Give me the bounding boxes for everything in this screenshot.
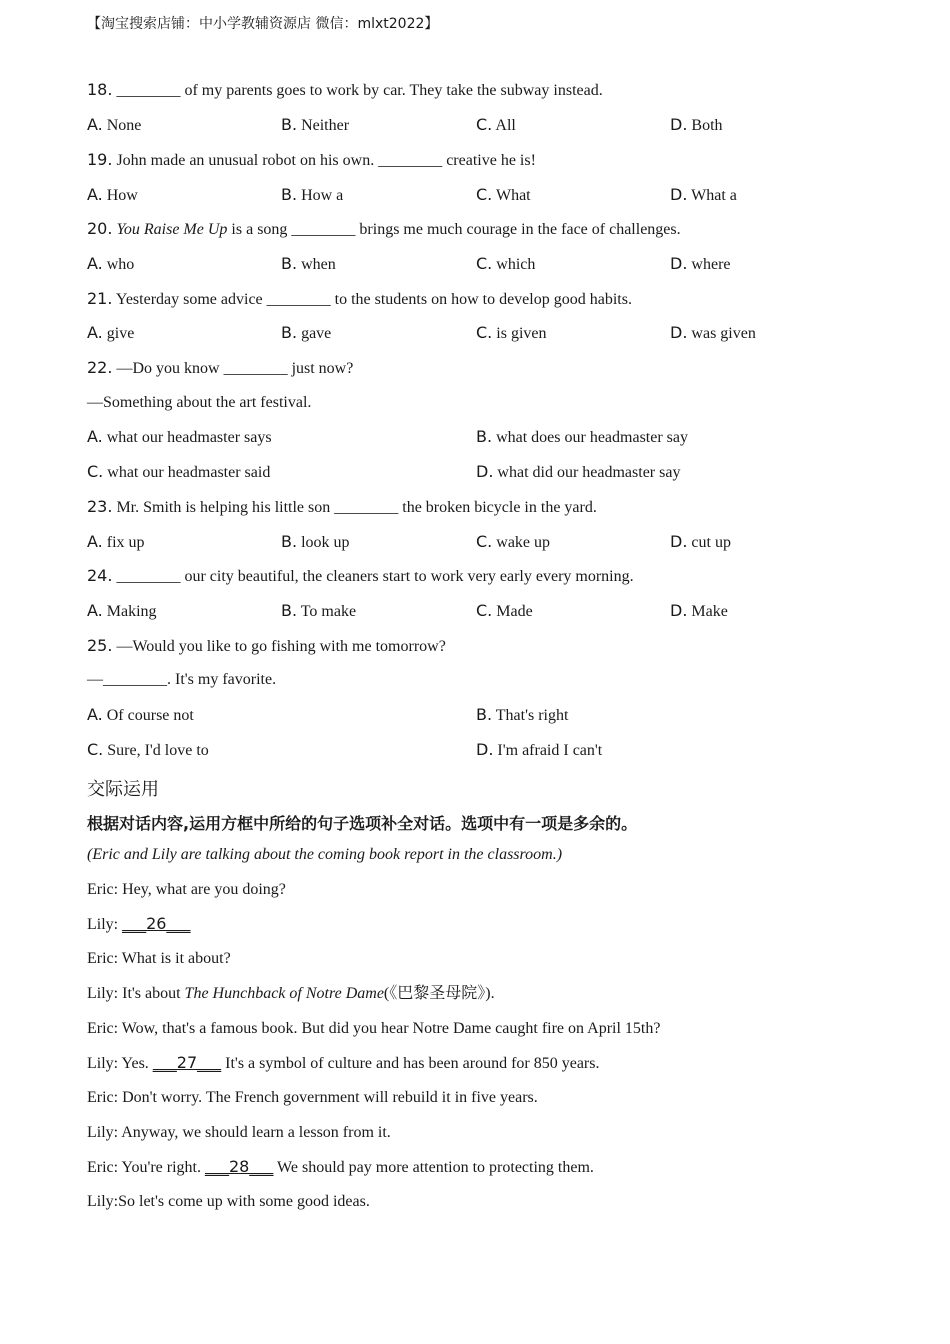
option-c: C. All bbox=[476, 115, 516, 134]
question-text: is a song ________ brings me much courage in the face of challenges. bbox=[227, 221, 681, 238]
option-c: C. what our headmaster said bbox=[87, 462, 271, 481]
option-d: D. Make bbox=[670, 601, 728, 620]
option-a: A. who bbox=[87, 254, 135, 273]
option-b: B. To make bbox=[281, 601, 357, 620]
book-title: The Hunchback of Notre Dame bbox=[184, 985, 384, 1002]
question-number: 22. bbox=[87, 358, 113, 377]
option-a: A. Making bbox=[87, 601, 157, 620]
option-d: D. what did our headmaster say bbox=[476, 462, 681, 481]
question-number: 25. bbox=[87, 636, 113, 655]
option-d: D. What a bbox=[670, 185, 737, 204]
question-18 bbox=[87, 80, 603, 101]
blank-26[interactable]: ___26___ bbox=[122, 914, 191, 933]
option-c: C. wake up bbox=[476, 532, 551, 551]
blank-27[interactable]: ___27___ bbox=[152, 1053, 222, 1072]
question-19 bbox=[87, 150, 536, 171]
question-text: —Would you like to go fishing with me tomorrow? bbox=[112, 638, 446, 655]
dialogue-line: Lily: It's about The Hunchback of Notre Dame(《巴黎圣母院》). bbox=[87, 985, 495, 1002]
question-23 bbox=[87, 497, 597, 518]
song-title: You Raise Me Up bbox=[112, 221, 228, 238]
option-c: C. is given bbox=[476, 323, 547, 342]
dialogue-line: Eric: Don't worry. The French government will rebuild it in five years. bbox=[87, 1089, 538, 1106]
option-a: A. Of course not bbox=[87, 705, 194, 724]
dialogue-line: Eric: What is it about? bbox=[87, 950, 231, 967]
question-20 bbox=[87, 219, 681, 240]
dialogue-line: Lily: Anyway, we should learn a lesson from it. bbox=[87, 1124, 391, 1141]
option-d: D. cut up bbox=[670, 532, 731, 551]
option-b: B. look up bbox=[281, 532, 350, 551]
question-24 bbox=[87, 566, 634, 587]
option-b: B. How a bbox=[281, 185, 344, 204]
option-d: D. Both bbox=[670, 115, 723, 134]
option-d: D. where bbox=[670, 254, 731, 273]
option-b: B. what does our headmaster say bbox=[476, 427, 688, 446]
question-text: Yesterday some advice ________ to the students on how to develop good habits. bbox=[112, 291, 632, 308]
dialogue-context: (Eric and Lily are talking about the coming book report in the classroom.) bbox=[87, 846, 563, 863]
option-c: C. Sure, I'd love to bbox=[87, 740, 209, 759]
question-25-response: —________. It's my favorite. bbox=[87, 671, 277, 688]
dialogue-line: Lily: Yes. ___27___ It's a symbol of culture and has been around for 850 years. bbox=[87, 1053, 600, 1072]
dialogue-line: Eric: Hey, what are you doing? bbox=[87, 881, 286, 898]
question-22 bbox=[87, 358, 353, 379]
option-a: A. None bbox=[87, 115, 142, 134]
question-text: John made an unusual robot on his own. ________ creative he is! bbox=[112, 152, 536, 169]
option-a: A. what our headmaster says bbox=[87, 427, 272, 446]
question-number: 24. bbox=[87, 566, 113, 585]
option-c: C. which bbox=[476, 254, 536, 273]
question-text: ________ our city beautiful, the cleaners start to work very early every morning. bbox=[112, 568, 634, 585]
question-text: —Do you know ________ just now? bbox=[112, 360, 354, 377]
option-d: D. was given bbox=[670, 323, 756, 342]
question-number: 23. bbox=[87, 497, 113, 516]
section-instruction: 根据对话内容,运用方框中所给的句子选项补全对话。选项中有一项是多余的。 bbox=[87, 814, 638, 833]
option-d: D. I'm afraid I can't bbox=[476, 740, 603, 759]
blank-28[interactable]: ___28___ bbox=[204, 1157, 274, 1176]
option-c: C. Made bbox=[476, 601, 533, 620]
option-a: A. give bbox=[87, 323, 135, 342]
question-25 bbox=[87, 636, 446, 657]
option-a: A. fix up bbox=[87, 532, 145, 551]
section-title: 交际运用 bbox=[87, 779, 159, 800]
page-header: 【淘宝搜索店铺：中小学教辅资源店 微信：mlxt2022】 bbox=[87, 16, 439, 32]
option-a: A. How bbox=[87, 185, 138, 204]
option-b: B. Neither bbox=[281, 115, 350, 134]
dialogue-line: Lily:So let's come up with some good ideas. bbox=[87, 1193, 370, 1210]
question-number: 19. bbox=[87, 150, 113, 169]
option-b: B. when bbox=[281, 254, 336, 273]
question-number: 18. bbox=[87, 80, 113, 99]
question-number: 21. bbox=[87, 289, 113, 308]
question-22-response: —Something about the art festival. bbox=[87, 394, 312, 411]
dialogue-line: Lily: ___26___ bbox=[87, 914, 191, 933]
question-text: Mr. Smith is helping his little son ________ the broken bicycle in the yard. bbox=[112, 499, 597, 516]
question-number: 20. bbox=[87, 219, 113, 238]
question-21 bbox=[87, 289, 632, 310]
question-text: ________ of my parents goes to work by car. They take the subway instead. bbox=[112, 82, 603, 99]
dialogue-line: Eric: Wow, that's a famous book. But did you hear Notre Dame caught fire on April 15th? bbox=[87, 1020, 661, 1037]
dialogue-line: Eric: You're right. ___28___ We should pay more attention to protecting them. bbox=[87, 1157, 594, 1176]
option-b: B. That's right bbox=[476, 705, 569, 724]
option-c: C. What bbox=[476, 185, 531, 204]
option-b: B. gave bbox=[281, 323, 332, 342]
